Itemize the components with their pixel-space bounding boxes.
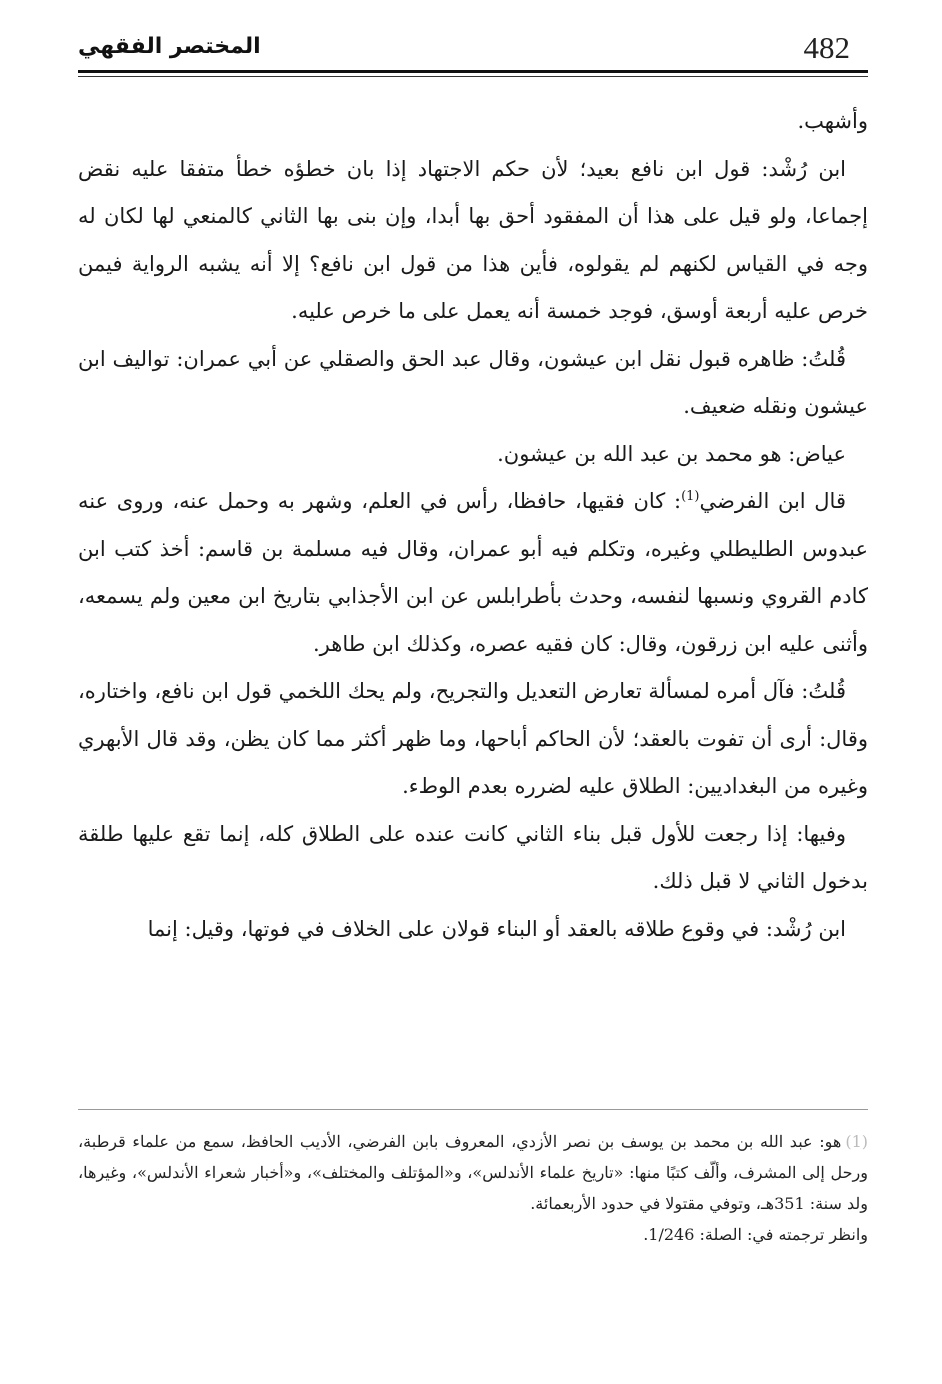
header-rule-thin [78, 76, 868, 77]
footnote-1-text: هو: عبد الله بن محمد بن يوسف بن نصر الأزدي، المعروف بابن الفرضي، الأديب الحافظ، سمع من علماء قرطبة، ورحل إلى المشرف، وألّف كتبًا منها: «تاريخ علماء الأندلس»، و«المؤتلف والمختلف»، و«أخبار شعراء الأندلس»، وغيرها، ولد سنة: 351هـ، وتوفي مقتولا في حدود الأربعمائة. [78, 1132, 869, 1213]
page [78, 28, 868, 1368]
paragraph-2: ابن رُشْد: قول ابن نافع بعيد؛ لأن حكم الاجتهاد إذا بان خطؤه خطأ متفقا عليه نقض إجماعا، ولو قيل على هذا أن المفقود أحق بها أبدا، وإن بنى بها الثاني كالمنعي لها لكان له وجه في القياس لكنهم لم يقولوه، فأين هذا من قول ابن نافع؟ إلا أنه يشبه الرواية فيمن خرص عليه أربعة أوسق، فوجد خمسة أنه يعمل على ما خرص عليه. [78, 156, 868, 323]
paragraph-5-rest: : كان فقيها، حافظا، رأس في العلم، وشهر به وحمل عنه، وروى عنه عبدوس الطليطلي وغيره، وتكلم فيه أبو عمران، وقال فيه مسلمة بن قاسم: أخذ كتب ابن كادم القروي ونسبها لنفسه، وحدث بأطرابلس عن ابن الأجذابي بتاريخ ابن معين ولم يسمعه، وأثنى عليه ابن زرقون، وقال: كان فقيه عصره، وكذلك ابن طاهر. [78, 489, 868, 656]
paragraph-4: عياض: هو محمد بن عبد الله بن عيشون. [497, 441, 846, 466]
footnotes [78, 1126, 868, 1250]
paragraph-3: قُلتُ: ظاهره قبول نقل ابن عيشون، وقال عبد الحق والصقلي عن أبي عمران: تواليف ابن عيشون ونقله ضعيف. [78, 346, 868, 418]
footnote-marker: (1) [845, 1132, 868, 1151]
paragraph-5-start: قال ابن الفرضي [699, 489, 846, 513]
paragraph-7: وفيها: إذا رجعت للأول قبل بناء الثاني كانت عنده على الطلاق كله، إنما تقع عليها طلقة بدخول الثاني لا قبل ذلك. [78, 821, 868, 893]
footnote-2: وانظر ترجمته في: الصلة: 1/246. [643, 1225, 868, 1244]
page-header [78, 28, 868, 70]
paragraph-5 [78, 478, 868, 668]
paragraph-8: ابن رُشْد: في وقوع طلاقه بالعقد أو البناء قولان على الخلاف في فوتها، وقيل: إنما [147, 916, 846, 941]
paragraph-6: قُلتُ: فآل أمره لمسألة تعارض التعديل والتجريح، ولم يحك اللخمي قول ابن نافع، واختاره، وقال: أرى أن تفوت بالعقد؛ لأن الحاكم أباحها، وما ظهر أكثر مما كان يظن، وقد قال الأبهري وغيره من البغداديين: الطلاق عليه لضرره بعدم الوطء. [78, 679, 868, 798]
paragraph-1: وأشهب. [797, 109, 868, 133]
footnote-reference[interactable]: (1) [681, 489, 700, 504]
book-title: المختصر الفقهي [78, 34, 261, 59]
header-rule [78, 70, 868, 73]
footnote-separator [78, 1109, 868, 1110]
footnote-1 [78, 1126, 868, 1219]
page-number: 482 [803, 30, 850, 65]
main-text [78, 98, 868, 953]
